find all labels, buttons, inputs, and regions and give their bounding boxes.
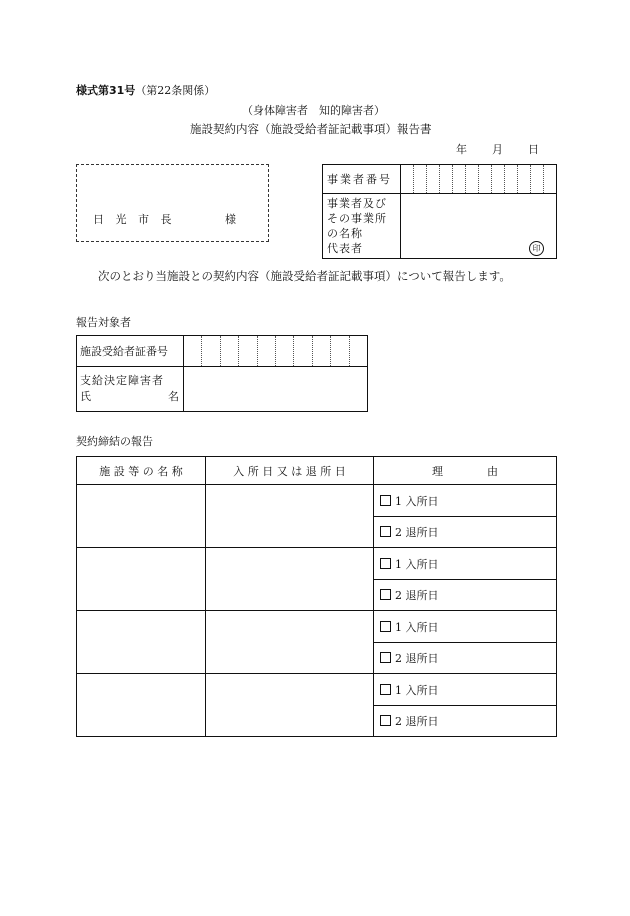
reason-label: 1 入所日 bbox=[395, 620, 439, 634]
form-number-line bbox=[76, 82, 215, 98]
operator-name-label bbox=[323, 194, 401, 259]
form-title: 施設契約内容（施設受給者証記載事項）報告書 bbox=[190, 122, 432, 136]
subject-name-label-line2 bbox=[80, 389, 183, 405]
operator-name-label-line: その事業所 bbox=[327, 212, 387, 225]
operator-representative-label: 代表者 bbox=[327, 242, 363, 255]
addressee-city: 日 光 市 長 bbox=[93, 213, 176, 226]
operator-number-digits bbox=[401, 165, 556, 193]
reason-option[interactable] bbox=[374, 548, 557, 580]
checkbox-icon[interactable] bbox=[380, 495, 391, 506]
checkbox-icon[interactable] bbox=[380, 621, 391, 632]
subject-heading: 報告対象者 bbox=[76, 316, 131, 329]
operator-name-field[interactable] bbox=[401, 194, 557, 259]
reason-label: 1 入所日 bbox=[395, 683, 439, 697]
subject-name-label-line1: 支給決定障害者 bbox=[80, 374, 164, 387]
operator-number-field[interactable] bbox=[401, 165, 557, 194]
cert-number-label: 施設受給者証番号 bbox=[77, 336, 184, 367]
col-entry-exit-date: 入 所 日 又 は 退 所 日 bbox=[206, 457, 374, 485]
form-relation: （第22条関係） bbox=[135, 84, 216, 97]
reason-option[interactable] bbox=[374, 674, 557, 706]
facility-name-cell[interactable] bbox=[77, 611, 206, 674]
reason-label: 1 入所日 bbox=[395, 494, 439, 508]
reason-option[interactable] bbox=[374, 517, 557, 548]
checkbox-icon[interactable] bbox=[380, 684, 391, 695]
reason-option[interactable] bbox=[374, 580, 557, 611]
entry-exit-date-cell[interactable] bbox=[206, 548, 374, 611]
date-day[interactable]: 日 bbox=[528, 143, 539, 156]
subject-name-label bbox=[77, 367, 184, 412]
seal-icon: 印 bbox=[529, 241, 544, 256]
date-month[interactable]: 月 bbox=[492, 143, 503, 156]
subject-name-field[interactable] bbox=[184, 367, 368, 412]
operator-name-label-line: の名称 bbox=[327, 227, 363, 240]
facility-name-cell[interactable] bbox=[77, 674, 206, 737]
operator-name-label-line: 事業者及び bbox=[327, 197, 387, 210]
checkbox-icon[interactable] bbox=[380, 526, 391, 537]
subject-table bbox=[76, 335, 368, 412]
addressee-box bbox=[76, 164, 269, 242]
subject-name-label-a: 氏 bbox=[80, 390, 91, 403]
operator-table bbox=[322, 164, 557, 259]
col-facility-name: 施 設 等 の 名 称 bbox=[77, 457, 206, 485]
entry-exit-date-cell[interactable] bbox=[206, 611, 374, 674]
contract-table bbox=[76, 456, 557, 737]
cert-number-digits bbox=[184, 336, 367, 366]
reason-label: 2 退所日 bbox=[395, 652, 439, 665]
checkbox-icon[interactable] bbox=[380, 652, 391, 663]
form-subtitle: （身体障害者 知的障害者） bbox=[242, 104, 385, 117]
entry-exit-date-cell[interactable] bbox=[206, 674, 374, 737]
addressee-honorific: 様 bbox=[225, 213, 236, 226]
form-number: 様式第31号 bbox=[76, 84, 136, 97]
checkbox-icon[interactable] bbox=[380, 558, 391, 569]
date-year[interactable]: 年 bbox=[456, 143, 467, 156]
reason-label: 2 退所日 bbox=[395, 715, 439, 728]
cert-number-field[interactable] bbox=[184, 336, 368, 367]
facility-name-cell[interactable] bbox=[77, 485, 206, 548]
reason-label: 2 退所日 bbox=[395, 589, 439, 602]
subject-name-label-b: 名 bbox=[168, 390, 179, 403]
entry-exit-date-cell[interactable] bbox=[206, 485, 374, 548]
checkbox-icon[interactable] bbox=[380, 589, 391, 600]
facility-name-cell[interactable] bbox=[77, 548, 206, 611]
reason-label: 1 入所日 bbox=[395, 557, 439, 571]
intro-text: 次のとおり当施設との契約内容（施設受給者証記載事項）について報告します。 bbox=[98, 269, 511, 283]
reason-option[interactable] bbox=[374, 611, 557, 643]
contract-heading: 契約締結の報告 bbox=[76, 435, 153, 448]
reason-option[interactable] bbox=[374, 706, 557, 737]
checkbox-icon[interactable] bbox=[380, 715, 391, 726]
reason-option[interactable] bbox=[374, 485, 557, 517]
reason-label: 2 退所日 bbox=[395, 526, 439, 539]
operator-number-label: 事業者番号 bbox=[323, 165, 401, 194]
reason-option[interactable] bbox=[374, 643, 557, 674]
col-reason: 理 由 bbox=[374, 457, 557, 485]
